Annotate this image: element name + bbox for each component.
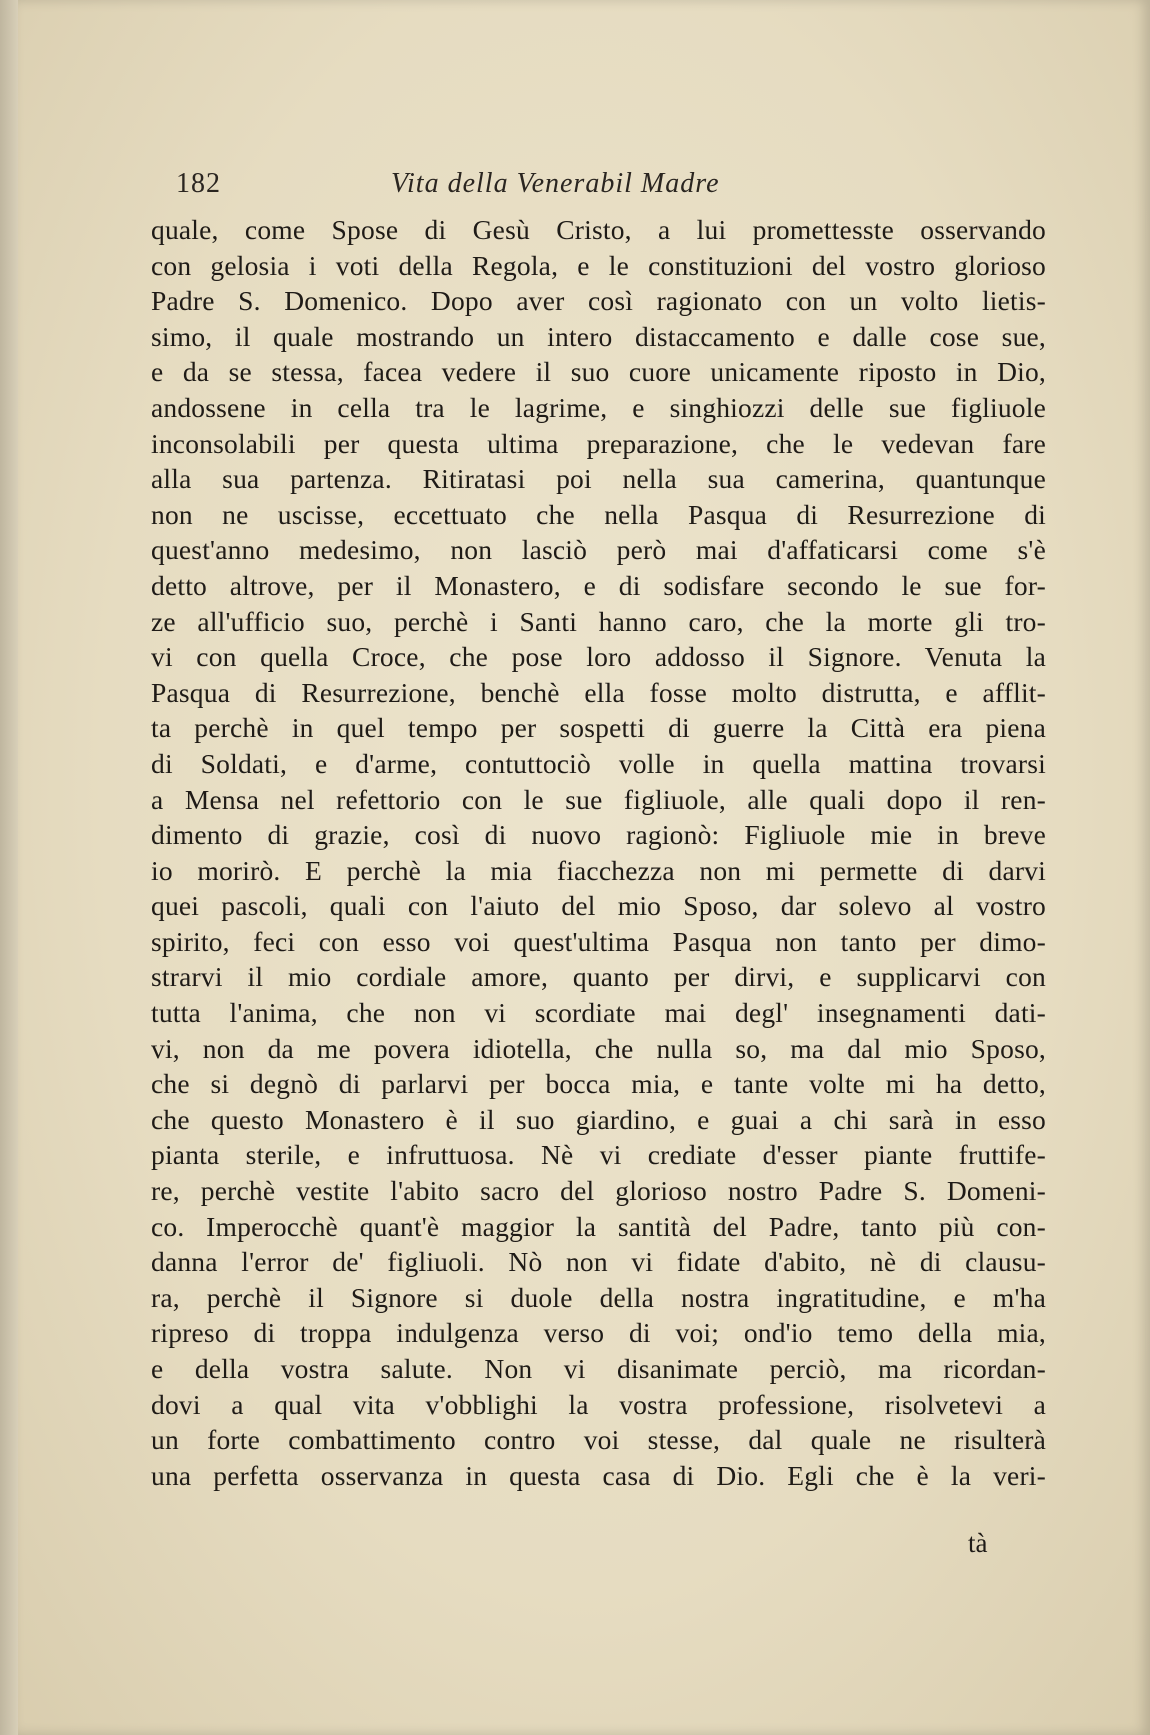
- text-line: che si degnò di parlarvi per bocca mia, e tante volte mi ha detto,: [151, 1068, 1046, 1100]
- text-line: ta perchè in quel tempo per sospetti di guerre la Città era piena: [151, 712, 1046, 744]
- text-line: e della vostra salute. Non vi disanimate perciò, ma ricordan-: [151, 1353, 1046, 1384]
- text-line: di Soldati, e d'arme, contuttociò volle in quella mattina trovarsi: [151, 747, 1046, 779]
- text-line: simo, il quale mostrando un intero distaccamento e dalle cose sue,: [151, 320, 1046, 352]
- text-line: che questo Monastero è il suo giardino, e guai a chi sarà in esso: [151, 1103, 1046, 1135]
- text-line: ze all'ufficio suo, perchè i Santi hanno caro, che la morte gli tro-: [151, 605, 1046, 637]
- running-head: Vita della Venerabil Madre: [391, 168, 720, 199]
- text-line: con gelosia i voti della Regola, e le constituzioni del vostro glorioso: [151, 249, 1046, 281]
- text-line: una perfetta osservanza in questa casa di Dio. Egli che è la veri-: [151, 1459, 1046, 1491]
- text-line: quei pascoli, quali con l'aiuto del mio Sposo, dar solevo al vostro: [151, 890, 1046, 922]
- text-line: detto altrove, per il Monastero, e di sodisfare secondo le sue for-: [151, 569, 1046, 601]
- text-line: non ne uscisse, eccettuato che nella Pasqua di Resurrezione di: [151, 498, 1046, 530]
- page-edge: [0, 0, 18, 1735]
- text-line: e da se stessa, facea vedere il suo cuore unicamente riposto in Dio,: [151, 356, 1046, 388]
- text-line: ripreso di troppa indulgenza verso di voi; ond'io temo della mia,: [151, 1317, 1046, 1349]
- text-line: andossene in cella tra le lagrime, e singhiozzi delle sue figliuole: [151, 391, 1046, 423]
- catchword: tà: [968, 1528, 988, 1558]
- text-line: quest'anno medesimo, non lasciò però mai d'affaticarsi come s'è: [151, 534, 1046, 566]
- text-line: co. Imperocchè quant'è maggior la santità del Padre, tanto più con-: [151, 1210, 1046, 1242]
- text-line: quale, come Spose di Gesù Cristo, a lui promettesste osservando: [151, 214, 1046, 245]
- text-line: io morirò. E perchè la mia fiacchezza non mi permette di darvi: [151, 854, 1046, 886]
- book-page: [18, 0, 1150, 1735]
- text-line: dimento di grazie, così di nuovo ragionò: Figliuole mie in breve: [151, 819, 1046, 851]
- text-line: a Mensa nel refettorio con le sue figliuole, alle quali dopo il ren-: [151, 783, 1046, 815]
- text-line: vi, non da me povera idiotella, che nulla so, ma dal mio Sposo,: [151, 1032, 1046, 1064]
- page-number: 182: [176, 168, 221, 199]
- body-text: [151, 212, 1046, 1493]
- text-line: pianta sterile, e infruttuosa. Nè vi crediate d'esser piante fruttife-: [151, 1139, 1046, 1171]
- text-line: Padre S. Domenico. Dopo aver così ragionato con un volto lietis-: [151, 285, 1046, 317]
- text-line: dovi a qual vita v'obblighi la vostra professione, risolvetevi a: [151, 1388, 1046, 1420]
- text-line: un forte combattimento contro voi stesse, dal quale ne risulterà: [151, 1424, 1046, 1456]
- text-line: alla sua partenza. Ritiratasi poi nella sua camerina, quantunque: [151, 463, 1046, 495]
- text-line: inconsolabili per questa ultima preparazione, che le vedevan fare: [151, 427, 1046, 459]
- text-line: ra, perchè il Signore si duole della nostra ingratitudine, e m'ha: [151, 1281, 1046, 1313]
- text-line: spirito, feci con esso voi quest'ultima Pasqua non tanto per dimo-: [151, 925, 1046, 957]
- text-line: re, perchè vestite l'abito sacro del glorioso nostro Padre S. Domeni-: [151, 1175, 1046, 1207]
- text-line: strarvi il mio cordiale amore, quanto per dirvi, e supplicarvi con: [151, 961, 1046, 993]
- text-line: vi con quella Croce, che pose loro addosso il Signore. Venuta la: [151, 641, 1046, 673]
- text-line: tutta l'anima, che non vi scordiate mai degl' insegnamenti dati-: [151, 997, 1046, 1029]
- page-header: [176, 168, 1046, 208]
- text-line: Pasqua di Resurrezione, benchè ella fosse molto distrutta, e afflit-: [151, 676, 1046, 708]
- text-line: danna l'error de' figliuoli. Nò non vi fidate d'abito, nè di clausu-: [151, 1246, 1046, 1278]
